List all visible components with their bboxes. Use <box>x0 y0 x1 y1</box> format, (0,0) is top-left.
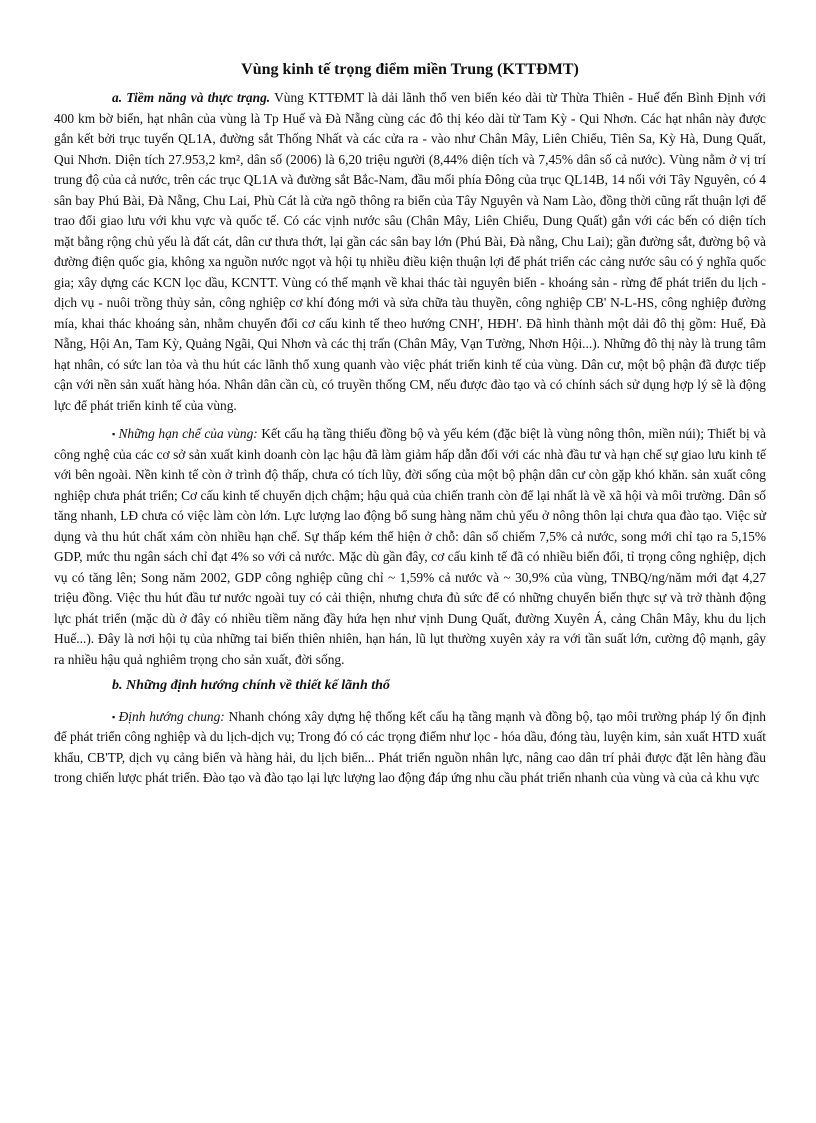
section-a-body: Vùng KTTĐMT là dải lãnh thổ ven biển kéo dài từ Thừa Thiên - Huế đến Bình Định với 400 km bờ biển, hạt nhân của vùng là Tp Huế và Đà Nẵng cùng các đô thị kéo dài từ Tam Kỳ - Qui Nhơn. Các hạt nhân này được gắn kết bởi trục tuyến QL1A, đường sắt Thống Nhất và các cửa ra - vào như Chân Mây, Liên Chiểu, Tiên Sa, Kỳ Hà, Dung Quất, Qui Nhơn. Diện tích 27.953,2 km², dân số (2006) là 6,20 triệu người (8,44% diện tích và 7,45% dân số cả nước). Vùng nằm ở vị trí trung độ của cả nước, trên các trục QL1A và đường sắt Bắc-Nam, đầu mối phía Đông của trục QL14B, 14 nối với Tây Nguyên, có 4 sân bay Phú Bài, Đà Nẵng, Chu Lai, Phù Cát là cửa ngõ thông ra biển của Tây Nguyên và Nam Lào, đồng thời cũng rất thuận lợi để trao đổi giao lưu với khu vực và quốc tế. Có các vịnh nước sâu (Chân Mây, Liên Chiểu, Dung Quất) gắn với các bến có diện tích mặt bằng rộng chủ yếu là đất cát, dân cư thưa thớt, lại gần các sân bay lớn (Phú Bài, Đà nẵng, Chu Lai); gần đường sắt, đường bộ và đường điện quốc gia, không xa nguồn nước ngọt và hội tụ nhiều điều kiện thuận lợi để phát triển các cảng nước sâu có ý nghĩa quốc gia; xây dựng các KCN lọc dầu, KCNTT. Vùng có thế mạnh về khai thác tài nguyên biển - khoáng sản - rừng để phát triển du lịch - dịch vụ - nuôi trồng thủy sản, công nghiệp cơ khí đóng mới và sửa chữa tàu thuyền, công nghiệp CB' N-L-HS, công nghiệp đường mía, khai thác khoáng sản, nhằm chuyển đổi cơ cấu kinh tế theo hướng CNH', HĐH'. Đã hình thành một dải đô thị gồm: Huế, Đà Nẵng, Hội An, Tam Kỳ, Quảng Ngãi, Qui Nhơn và các thị trấn (Chân Mây, Vạn Tường, Nhơn Hội...). Những đô thị này là trung tâm hạt nhân, có sức lan tỏa và thu hút các lãnh thổ xung quanh vào việc phát triển kinh tế của vùng. Dân cư, một bộ phận đã được tiếp cận với nền sản xuất hàng hóa. Nhân dân cần cù, có truyền thống CM, nếu được đào tạo và có chính sách sử dụng hợp lý sẽ là động lực để phát triển kinh tế của vùng. <box>54 90 766 413</box>
document-title: Vùng kinh tế trọng điểm miền Trung (KTTĐMT) <box>241 61 579 78</box>
document-page <box>54 58 766 789</box>
paragraph-general-direction <box>54 707 766 789</box>
paragraph-potential <box>54 88 766 416</box>
section-b-heading: b. Những định hướng chính về thiết kế lãnh thổ <box>112 678 390 693</box>
general-direction-lead: Định hướng chung: <box>118 708 225 724</box>
limitations-body: Kết cấu hạ tầng thiếu đồng bộ và yếu kém (đặc biệt là vùng nông thôn, miền núi); Thiết bị và công nghệ của các cơ sở sản xuất kinh doanh còn lạc hậu đã làm giảm hấp dẫn đối với các nhà đầu tư và hạn chế sự giao lưu kinh tế với bên ngoài. Nền kinh tế còn ở trình độ thấp, chưa có tích lũy, đời sống của một bộ phận dân cư còn gặp khó khăn. sản xuất công nghiệp chưa phát triển; Cơ cấu kinh tế chuyển dịch chậm; hậu quả của chiến tranh còn để lại nhất là về xã hội và môi trường. Dân số tăng nhanh, LĐ chưa có việc làm còn lớn. Lực lượng lao động bổ sung hàng năm chủ yếu ở nông thôn lại chưa qua đào tạo. Việc sử dụng và thu hút chất xám còn nhiều hạn chế. Sự thấp kém thể hiện ở chỗ: dân số chiếm 7,5% cả nước, song mới chỉ tạo ra 5,15% GDP, mức thu ngân sách chỉ đạt 4% so với cả nước. Mặc dù gần đây, cơ cấu kinh tế đã có nhiều biến đổi, tỉ trọng công nghiệp, dịch vụ có tăng lên; Song năm 2002, GDP công nghiệp cũng chỉ ~ 1,59% cả nước và ~ 30,9% của vùng, TNBQ/ng/năm mới đạt 4,27 triệu đồng. Việc thu hút đầu tư nước ngoài tuy có cải thiện, nhưng chưa đủ sức để có những chuyển biến thực sự và trở thành động lực phát triển (mặc dù ở đây có nhiều tiềm năng đầy hứa hẹn như vịnh Dung Quất, đường Xuyên Á, cảng Chân Mây, khu du lịch Huế...). Đây là nơi hội tụ của những tai biến thiên nhiên, hạn hán, lũ lụt thường xuyên xảy ra với tần suất lớn, cường độ mạnh, gây ra nhiều hậu quả nghiêm trọng cho sản xuất, đời sống. <box>54 426 766 667</box>
section-a-heading: a. Tiềm năng và thực trạng. <box>112 90 271 105</box>
bullet-icon: ▪ <box>112 429 116 439</box>
limitations-lead: Những hạn chế của vùng: <box>118 426 258 441</box>
general-direction-body: Nhanh chóng xây dựng hệ thống kết cấu hạ tầng mạnh và đồng bộ, tạo môi trường pháp lý ổn định để phát triển công nghiệp và du lịch-dịch vụ; Trong đó có các trọng điểm như lọc - hóa dầu, đóng tàu, luyện kim, sản xuất HTD xuất khẩu, CB'TP, dịch vụ cảng biển và hàng hải, du lịch biển... Phát triển nguồn nhân lực, nâng cao dân trí phải được đặt lên hàng đầu trong chiến lược phát triển. Đào tạo và đào tạo lại lực lượng lao động đáp ứng nhu cầu phát triển nhanh của vùng và của cả khu vực <box>54 708 766 785</box>
paragraph-gap <box>54 416 766 424</box>
bullet-icon: ▪ <box>112 711 116 722</box>
paragraph-limitations <box>54 424 766 670</box>
